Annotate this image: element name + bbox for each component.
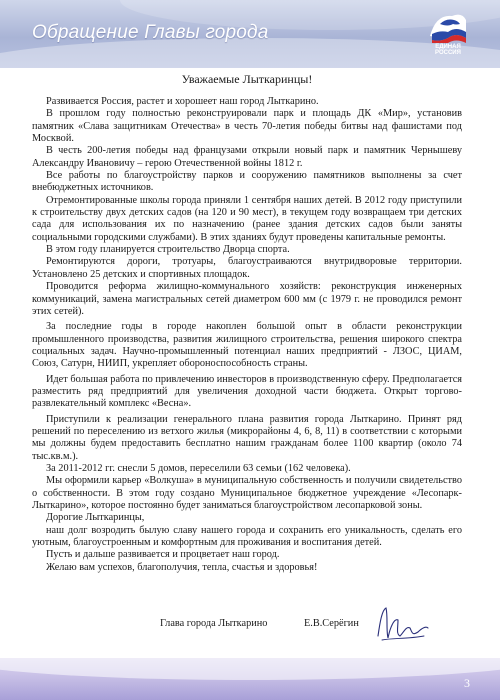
letter-paragraph: В этом году планируется строительство Дворца спорта.: [46, 244, 290, 256]
letter-body: [32, 72, 462, 574]
header-title: Обращение Главы города: [32, 22, 269, 43]
page-number: 3: [464, 676, 470, 690]
letter-paragraph: Проводится реформа жилищно-коммунального хозяйств: реконструкция инженерных коммуникаций, замена магистральных сетей диаметром 600 мм (с 1979 г. не проводился ремонт этих сетей).: [32, 281, 462, 317]
footer-decoration: [0, 658, 500, 680]
signature-role: Глава города Лыткарино: [160, 618, 268, 629]
letter-paragraph: Ремонтируются дороги, тротуары, благоустраиваются внутридворовые территории. Установлено 25 детских и спортивных площадок.: [32, 256, 462, 280]
letter-paragraph: Отремонтированные школы города приняли 1 сентября наших детей. В 2012 году приступили к строительству двух детских садов (на 120 и 90 мест), в текущем году возвращаем три детских сада для использования их по назначению (ранее здания детских садов были заняты социальными городскими службами). В этих зданиях будут проведены капитальные ремонты.: [32, 194, 462, 243]
letter-paragraph: Желаю вам успехов, благополучия, тепла, счастья и здоровья!: [46, 561, 318, 573]
signature-name: Е.В.Серёгин: [304, 618, 359, 629]
letter-paragraph: Мы оформили карьер «Волкуша» в муниципальную собственность и получили свидетельство о собственности. В этом году создано Муниципальное бюджетное учреждение «Лесопарк-Лыткарино», которое постоянно будет заниматься благоустройством лесопарковой зоны.: [32, 475, 462, 511]
letter-paragraph: Развивается Россия, растет и хорошеет наш город Лыткарино.: [46, 96, 319, 107]
signature-block: [32, 612, 462, 652]
page-footer: [0, 658, 500, 700]
logo-text-line1: ЕДИНАЯ: [435, 44, 461, 50]
letter-paragraph: В прошлом году полностью реконструировали парк и площадь ДК «Мир», установив памятник «Слава защитникам Отечества» в честь 70-летия победы битвы над фашистами под Москвой.: [32, 108, 462, 145]
bear-flag-icon: [426, 6, 470, 44]
letter-paragraph: Приступили к реализации генерального плана развития города Лыткарино. Принят ряд решений по переселению из ветхого жилья (микрорайоны 4, 6, 8, 11) в соответствии с которыми мы должны будем предоставить бесплатно нашим гражданам более 1100 квартир (около 74 тыс.кв.м.).: [32, 413, 462, 462]
letter-paragraph: За последние годы в городе накоплен большой опыт в области реконструкции промышленного производства, развития жилищного строительства, решения широкого спектра социальных задач. Научно-промышленный потенциал наших предприятий - ЛЗОС, ЦИАМ, Союз, Сатурн, НИИП, укрепляет обороноспособность страны.: [32, 321, 462, 370]
letter-salutation: Уважаемые Лыткаринцы!: [181, 72, 313, 86]
handwritten-signature-icon: [372, 602, 432, 646]
letter-paragraph: наш долг возродить былую славу нашего города и сохранить его уникальность, сделать его уютным, благоустроенным и комфортным для проживания и воспитания детей.: [32, 524, 462, 549]
letter-paragraph: Идет большая работа по привлечению инвесторов в производственную сферу. Предполагается разместить ряд предприятий для увеличения доходной части бюджета. Открыт торгово-развлекательный комплекс «Весна».: [32, 373, 462, 410]
page-header: [0, 0, 500, 68]
logo-text-line2: РОССИЯ: [435, 50, 461, 56]
letter-paragraph: За 2011-2012 гг. снесли 5 домов, переселили 63 семьи (162 человека).: [46, 462, 351, 474]
letter-paragraph: Пусть и дальше развивается и процветает наш город.: [46, 549, 280, 561]
party-logo: [420, 6, 476, 64]
letter-paragraph: Все работы по благоустройству парков и сооружению памятников выполнены за счет внебюджетных источников.: [32, 170, 462, 194]
letter-paragraph: В честь 200-летия победы над французами открыли новый парк и памятник Чернышеву Александру Ивановичу – герою Отечественной войны 1812 г.: [32, 145, 462, 169]
letter-paragraph: Дорогие Лыткаринцы,: [46, 512, 145, 524]
